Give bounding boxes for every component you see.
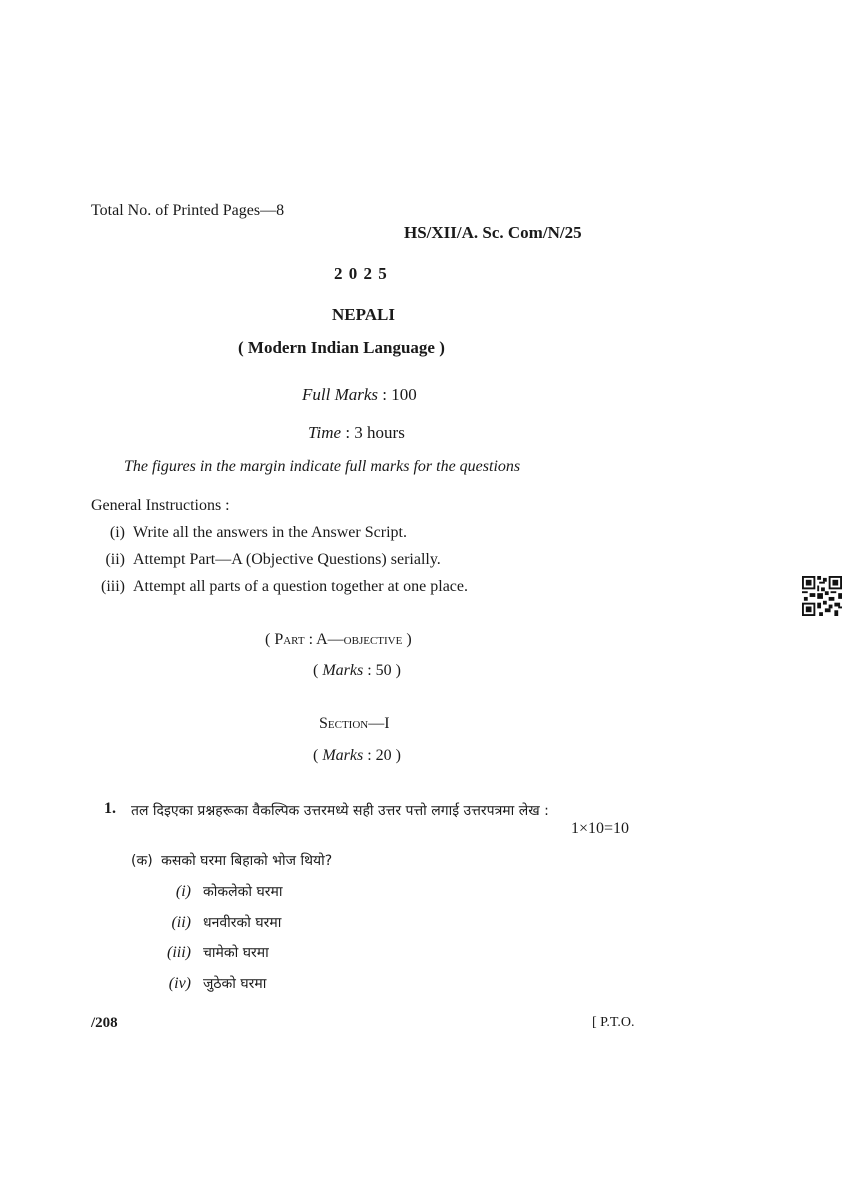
time-allowed [308, 423, 405, 443]
option-item [160, 882, 282, 901]
instruction-number: (i) [109, 524, 125, 541]
instruction-item [91, 524, 407, 542]
footer-code: /208 [91, 1015, 118, 1031]
option-number: (i) [175, 883, 191, 900]
section-title-text: Section—I [319, 715, 390, 732]
section-marks-label: Marks [322, 747, 364, 764]
question-number: 1. [104, 800, 116, 817]
option-number: (iii) [167, 944, 191, 961]
section-title [319, 715, 390, 733]
sub-question [131, 851, 332, 870]
option-text: जुठेको घरमा [203, 976, 267, 992]
full-marks-value: : 100 [378, 385, 417, 404]
footer-pto: [ P.T.O. [592, 1015, 635, 1030]
instruction-text: Write all the answers in the Answer Script. [133, 524, 407, 541]
option-text: कोकलेको घरमा [203, 884, 283, 900]
option-number: (iv) [168, 975, 191, 992]
option-text: चामेको घरमा [203, 945, 269, 961]
instructions-heading: General Instructions : [91, 497, 230, 514]
full-marks-label: Full Marks [302, 385, 379, 404]
part-marks-value: : 50 ) [363, 662, 401, 679]
part-title [265, 631, 412, 649]
instruction-item [91, 578, 468, 596]
option-text: धनवीरको घरमा [203, 915, 282, 931]
option-item [160, 943, 269, 962]
option-item [160, 913, 281, 932]
instruction-text: Attempt Part—A (Objective Questions) serially. [133, 551, 441, 568]
time-label: Time [308, 423, 342, 442]
section-marks-prefix: ( [313, 747, 323, 764]
option-item [160, 974, 266, 993]
qr-code-icon [802, 576, 842, 616]
sub-question-text: कसको घरमा बिहाको भोज थियो? [161, 853, 333, 869]
part-marks [313, 662, 401, 680]
total-pages: Total No. of Printed Pages—8 [91, 202, 285, 219]
sub-question-label: (क) [131, 853, 153, 869]
section-marks [313, 747, 401, 765]
part-title-text: ( Part : A—objective ) [265, 631, 412, 648]
question-marks: 1×10=10 [571, 820, 630, 837]
section-marks-value: : 20 ) [363, 747, 401, 764]
instruction-text: Attempt all parts of a question together at one place. [133, 578, 468, 595]
exam-year: 2 0 2 5 [334, 264, 388, 283]
instruction-item [91, 551, 441, 569]
time-value: : 3 hours [341, 423, 405, 442]
full-marks [302, 385, 417, 405]
part-marks-label: Marks [322, 662, 364, 679]
paper-code: HS/XII/A. Sc. Com/N/25 [404, 223, 582, 242]
margin-note: The figures in the margin indicate full marks for the questions [124, 458, 521, 475]
option-number: (ii) [171, 914, 191, 931]
subject-title: NEPALI [332, 305, 395, 324]
part-marks-prefix: ( [313, 662, 323, 679]
question-text: तल दिइएका प्रश्नहरूका वैकल्पिक उत्तरमध्ये सही उत्तर पत्तो लगाई उत्तरपत्रमा लेख : [131, 803, 549, 819]
instruction-number: (iii) [101, 578, 125, 595]
instruction-number: (ii) [105, 551, 125, 568]
subject-subtitle: ( Modern Indian Language ) [238, 338, 445, 357]
